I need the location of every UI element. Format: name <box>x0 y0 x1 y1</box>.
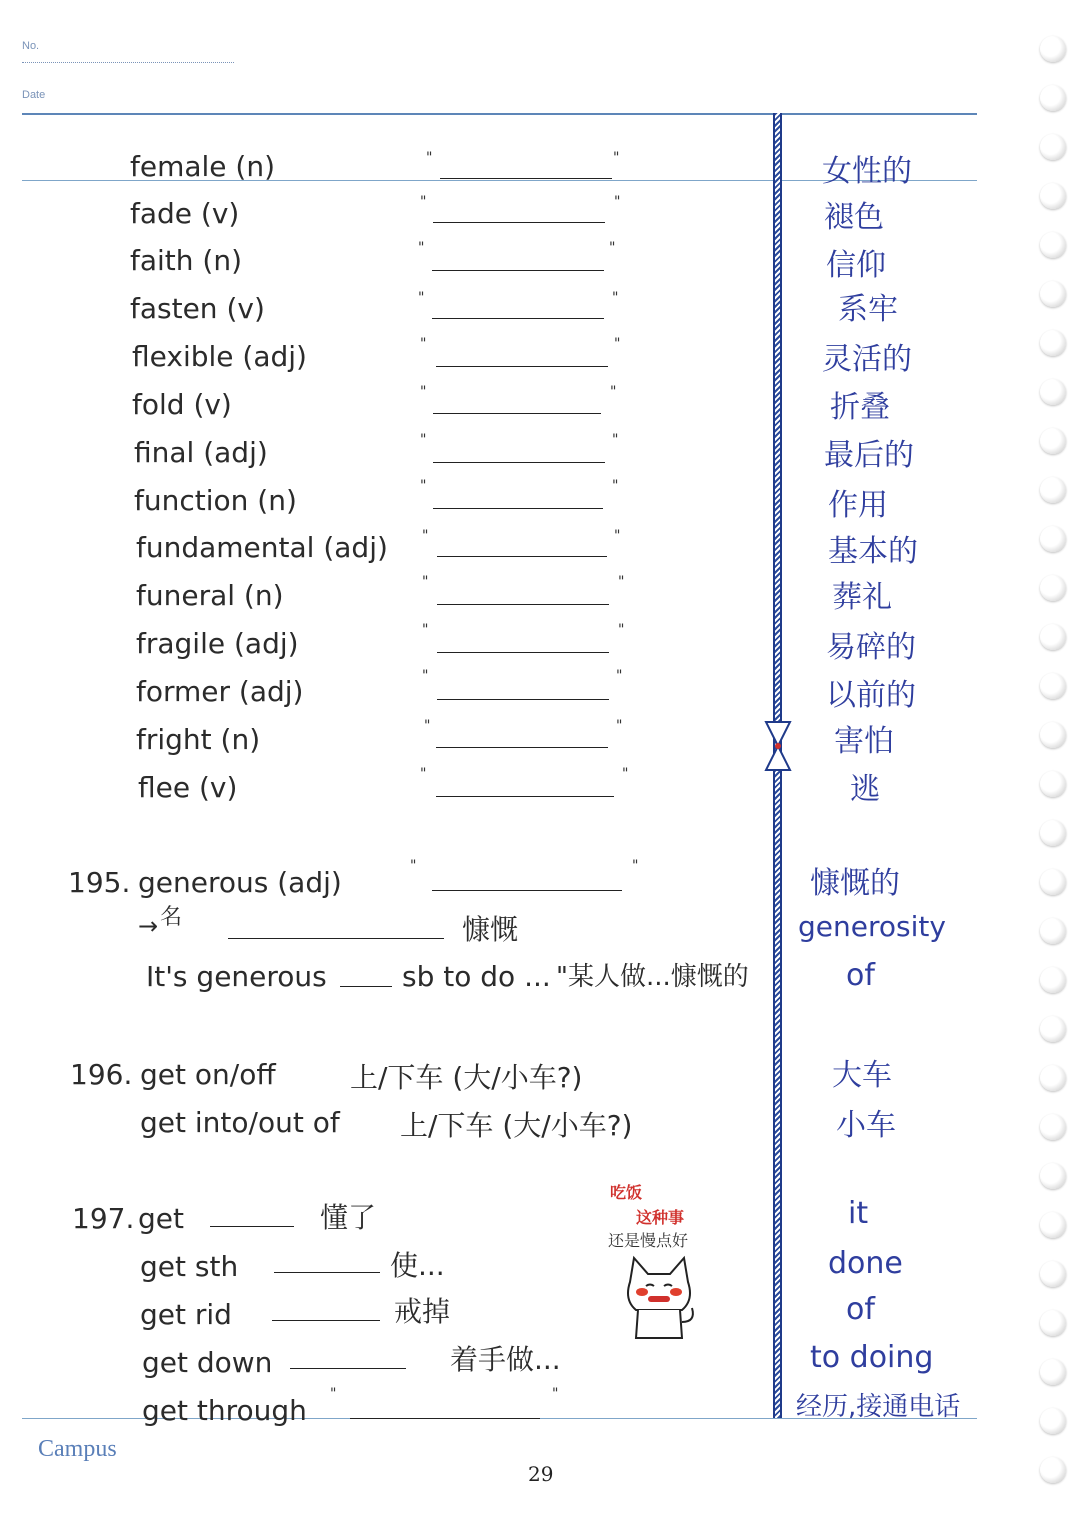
sentence-part1: It's generous <box>146 960 327 993</box>
vocab-word: fade (v) <box>130 197 240 230</box>
vocab-word: final (adj) <box>134 436 268 469</box>
phrase-line2-cn: 上/下车 (大/小车?) <box>400 1109 633 1142</box>
vocab-word: fright (n) <box>136 723 261 756</box>
vocab-meaning: 逃 <box>850 772 880 807</box>
answer-blank[interactable] <box>433 413 601 414</box>
phrase: get down <box>142 1346 273 1379</box>
phrase: get rid <box>140 1298 232 1331</box>
vocab-meaning: 灵活的 <box>822 342 912 377</box>
answer-blank[interactable] <box>436 747 608 748</box>
answer-blank[interactable] <box>437 604 609 605</box>
vocab-meaning: 系牢 <box>838 292 898 327</box>
answer-blank[interactable] <box>437 699 609 700</box>
phrase-line1-answer: 大车 <box>832 1058 892 1093</box>
header-rule <box>22 113 977 115</box>
sentence-cn: "某人做...慷慨的 <box>556 962 749 992</box>
brand-logo: Campus <box>38 1436 117 1462</box>
answer-blank[interactable] <box>432 890 622 891</box>
sticker-line2: 这种事 <box>636 1208 685 1227</box>
phrase-cn: 使... <box>390 1249 445 1282</box>
no-label: No. <box>22 40 40 52</box>
noun-label: 名 <box>160 905 183 930</box>
vocab-word: female (n) <box>130 150 276 183</box>
phrase-line1-cn: 上/下车 (大/小车?) <box>350 1061 583 1094</box>
phrase: get <box>138 1202 184 1235</box>
item-number: 196. <box>70 1058 133 1091</box>
vocab-word: funeral (n) <box>136 579 284 612</box>
vocab-meaning: 以前的 <box>826 678 916 713</box>
vocab-meaning: 折叠 <box>830 390 890 425</box>
phrase-cn: 懂了 <box>320 1201 377 1234</box>
vocab-meaning: 信仰 <box>826 248 886 283</box>
answer-blank[interactable] <box>437 556 607 557</box>
vocab-meaning: 最后的 <box>824 438 914 473</box>
item-number: 195. <box>68 866 131 899</box>
answer-blank[interactable] <box>433 222 605 223</box>
answer-blank[interactable] <box>436 366 608 367</box>
sentence-part2: sb to do ... <box>402 960 551 993</box>
item-meaning: 慷慨的 <box>810 866 900 901</box>
answer-blank[interactable] <box>350 1418 540 1419</box>
phrase: get through <box>142 1394 307 1427</box>
phrase-line2: get into/out of <box>140 1106 340 1139</box>
answer-blank[interactable] <box>432 270 604 271</box>
cat-icon <box>618 1252 700 1344</box>
phrase-answer: 经历,接通电话 <box>796 1392 961 1422</box>
vocab-word: fragile (adj) <box>136 627 299 660</box>
no-dotted-line <box>22 62 234 63</box>
vocab-meaning: 女性的 <box>822 154 912 189</box>
answer-blank[interactable] <box>274 1272 380 1273</box>
phrase-answer: it <box>848 1196 869 1231</box>
vocab-word: faith (n) <box>130 244 243 277</box>
answer-blank[interactable] <box>440 178 612 179</box>
vocab-word: fold (v) <box>132 388 232 421</box>
answer-blank[interactable] <box>228 938 444 939</box>
phrase-line2-answer: 小车 <box>836 1108 896 1143</box>
answer-blank[interactable] <box>437 652 609 653</box>
noun-answer: generosity <box>798 910 946 943</box>
vocab-meaning: 褪色 <box>824 200 884 235</box>
answer-blank[interactable] <box>432 318 604 319</box>
phrase-cn: 着手做... <box>450 1343 561 1376</box>
vocab-word: former (adj) <box>136 675 304 708</box>
sticker-line3: 还是慢点好 <box>608 1231 689 1250</box>
phrase-answer: done <box>828 1246 903 1281</box>
vocab-word: fasten (v) <box>130 292 265 325</box>
vocab-meaning: 作用 <box>828 488 888 523</box>
phrase-answer: to doing <box>810 1340 934 1375</box>
sticker-line1: 吃饭 <box>610 1183 643 1202</box>
sentence-answer: of <box>846 958 875 993</box>
vocab-meaning: 葬礼 <box>832 580 892 615</box>
answer-blank[interactable] <box>290 1368 406 1369</box>
date-label: Date <box>22 89 46 101</box>
phrase-line1: get on/off <box>140 1058 276 1091</box>
phrase-cn: 戒掉 <box>394 1295 451 1328</box>
vocab-word: fundamental (adj) <box>136 531 388 564</box>
vocab-word: flee (v) <box>138 771 238 804</box>
vocab-word: flexible (adj) <box>132 340 307 373</box>
answer-blank[interactable] <box>340 986 392 987</box>
bow-icon <box>764 720 792 772</box>
arrow-icon: → <box>138 912 159 940</box>
item-word: generous (adj) <box>138 866 342 899</box>
vocab-meaning: 基本的 <box>828 534 918 569</box>
answer-blank[interactable] <box>433 508 603 509</box>
vocab-word: function (n) <box>134 484 297 517</box>
answer-blank[interactable] <box>433 462 605 463</box>
item-number: 197. <box>72 1202 135 1235</box>
phrase-answer: of <box>846 1292 875 1327</box>
answer-blank[interactable] <box>272 1320 380 1321</box>
page-number: 29 <box>528 1462 554 1486</box>
answer-blank[interactable] <box>210 1226 294 1227</box>
vocab-meaning: 害怕 <box>834 724 894 759</box>
vocab-meaning: 易碎的 <box>826 630 916 665</box>
phrase: get sth <box>140 1250 239 1283</box>
noun-meaning: 慷慨 <box>462 913 519 946</box>
answer-blank[interactable] <box>436 796 614 797</box>
